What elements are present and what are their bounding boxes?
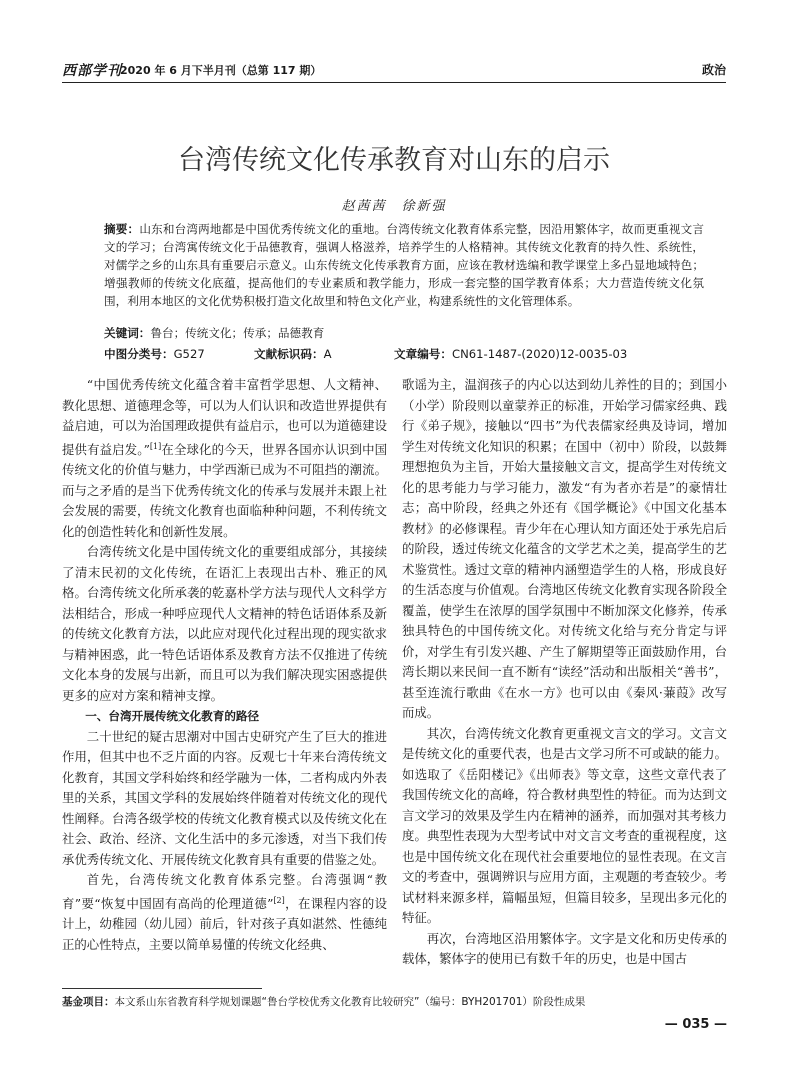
clc-label: 中图分类号： (104, 347, 174, 361)
doc-value: A (323, 347, 332, 361)
journal-logo: 西部学刊 (62, 63, 122, 79)
article-authors: 赵茜茜 徐新强 (341, 199, 447, 214)
paragraph: “中国优秀传统文化蕴含着丰富哲学思想、人文精神、教化思想、道德理念等，可以为人们认识和改造世界提供有益启迪，可以为治国理政提供有益启示，也可以为道德建设提供有益启发。”[1]在全球化的今天，世界各国亦认识到中国传统文化的价值与魅力，中学西渐已成为不可阻挡的潮流。而与之矛盾的是当下优秀传统文化的传承与发展并未跟上社会发展的需要，传统文化教育也面临种种问题，不利传统文化的创造性转化和创新性发展。 (62, 377, 387, 539)
id-value: CN61-1487-(2020)12-0035-03 (451, 347, 628, 361)
doc-label: 文献标识码： (254, 347, 324, 361)
footnote-rule (62, 988, 262, 989)
paragraph: 二十世纪的疑古思潮对中国古史研究产生了巨大的推进作用，但其中也不乏片面的内容。反观七十年来台湾传统文化教育，其国文学科始终和经学融为一体，二者构成内外表里的关系，其国文学科的发展始终伴随着对传统文化的现代性阐释。台湾各级学校的传统文化教育模式以及传统文化在社会、政治、经济、文化生活中的多元渗透，对当下我们传承优秀传统文化、开展传统文化教育具有重要的借鉴之处。 (62, 728, 387, 867)
running-header (62, 60, 726, 82)
fund-label: 基金项目： (62, 996, 115, 1008)
section-label: 政治 (701, 63, 726, 77)
article-title: 台湾传统文化传承教育对山东的启示 (178, 145, 610, 176)
clc-value: G527 (173, 347, 205, 361)
paragraph: 首先，台湾传统文化教育体系完整。台湾强调“教育”要“恢复中国固有高尚的伦理道德”[2]，在课程内容的设计上，幼稚园（幼儿园）前后，针对孩子真如湛然、性德纯正的心性特点，主要以简单易懂的传统文化经典、 (62, 872, 387, 952)
fund-text: 本文系山东省教育科学规划课题“鲁台学校优秀文化教育比较研究”（编号：BYH201701）阶段性成果 (114, 996, 586, 1008)
abstract-label: 摘要： (104, 222, 140, 236)
clc-group (104, 346, 205, 362)
keywords-label: 关键词： (104, 326, 151, 340)
abstract-text: 山东和台湾两地都是中国优秀传统文化的重地。台湾传统文化教育体系完整，因沿用繁体字，故而更重视文言文的学习；台湾寓传统文化于品德教育，强调人格滋养，培养学生的人格精神。其传统文化教育的持久性、系统性，对儒学之乡的山东具有重要启示意义。山东传统文化传承教育方面，应该在教材选编和教学课堂上多凸显地域特色；增强教师的传统文化底蕴，提高他们的专业素质和教学能力，形成一套完整的国学教育体系；大力营造传统文化氛围，利用本地区的文化优势积极打造文化故里和特色文化产业，构建系统性的文化管理体系。 (104, 222, 704, 308)
paragraph: 其次，台湾传统文化教育更重视文言文的学习。文言文是传统文化的重要代表，也是古文学习所不可或缺的能力。如选取了《岳阳楼记》《出师表》等文章，这些文章代表了我国传统文化的高峰，符合教材典型性的特征。而为达到文言文学习的效果及学生内在精神的涵养，而加强对其考核力度。典型性表现为大型考试中对文言文考查的重视程度，这也是中国传统文化在现代社会重要地位的显性表现。在文言文的考查中，强调辨识与应用方面，主观题的考查较少。考试材料来源多样，篇幅虽短，但篇目较多，呈现出多元化的特征。 (402, 725, 727, 925)
keywords-text: 鲁台；传统文化；传承；品德教育 (150, 326, 325, 340)
id-group (394, 346, 627, 362)
issue-info: 2020 年 6 月下半月刊（总第 117 期） (120, 64, 322, 77)
id-label: 文章编号： (394, 347, 452, 361)
paragraph: 台湾传统文化是中国传统文化的重要组成部分，其接续了清末民初的文化传统，在语汇上表现出古朴、雅正的风格。台湾传统文化所承袭的乾嘉朴学方法与现代人文科学方法相结合，形成一种呼应现代人文精神的特色话语体系及新的传统文化教育方法，以此应对现代化过程出现的现实欲求与精神困惑，此一特色话语体系及教育方法不仅推进了传统文化本身的发展与出新，而且可以为我们解决现实困惑提供更多的应对方案和精神支撑。 (62, 544, 387, 703)
paragraph: 歌谣为主，温润孩子的内心以达到幼儿养性的目的；到国小（小学）阶段则以童蒙养正的标准，开始学习儒家经典、践行《弟子规》，接触以“四书”为代表儒家经典及诗词，增加学生对传统文化知识的积累；在国中（初中）阶段，以鼓舞理想抱负为主旨，开始大量接触文言文，提高学生对传统文化的思考能力与学习能力，激发“有为者亦若是”的豪情壮志；高中阶段，经典之外还有《国学概论》《中国文化基本教材》的必修课程。青少年在心理认知方面还处于承先启后的阶段，透过传统文化蕴含的文学艺术之美，提高学生的艺术鉴赏性。透过文章的精神内涵塑造学生的人格，形成良好的生活态度与价值观。台湾地区传统文化教育实现各阶段全覆盖，使学生在浓厚的国学氛围中不断加深文化修养，传承独具特色的中国传统文化。对传统文化给与充分肯定与评价，对学生有引发兴趣、产生了解期望等正面鼓励作用，台湾长期以来民间一直不断有“读经”活动和出版相关“善书”，甚至连流行歌曲《在水一方》也可以由《秦风·蒹葭》改写而成。 (402, 377, 727, 720)
keywords (104, 325, 704, 341)
header-rule (62, 82, 726, 83)
left-column (62, 375, 387, 955)
section-heading: 一、台湾开展传统文化教育的路径 (85, 709, 260, 724)
doc-group (254, 346, 332, 362)
paragraph: 再次，台湾地区沿用繁体字。文字是文化和历史传承的载体，繁体字的使用已有数千年的历史，也是中国古 (402, 930, 727, 966)
funding-note (62, 994, 726, 1009)
right-column (402, 375, 727, 970)
abstract (104, 220, 704, 310)
page-number: — 035 — (664, 1017, 727, 1032)
